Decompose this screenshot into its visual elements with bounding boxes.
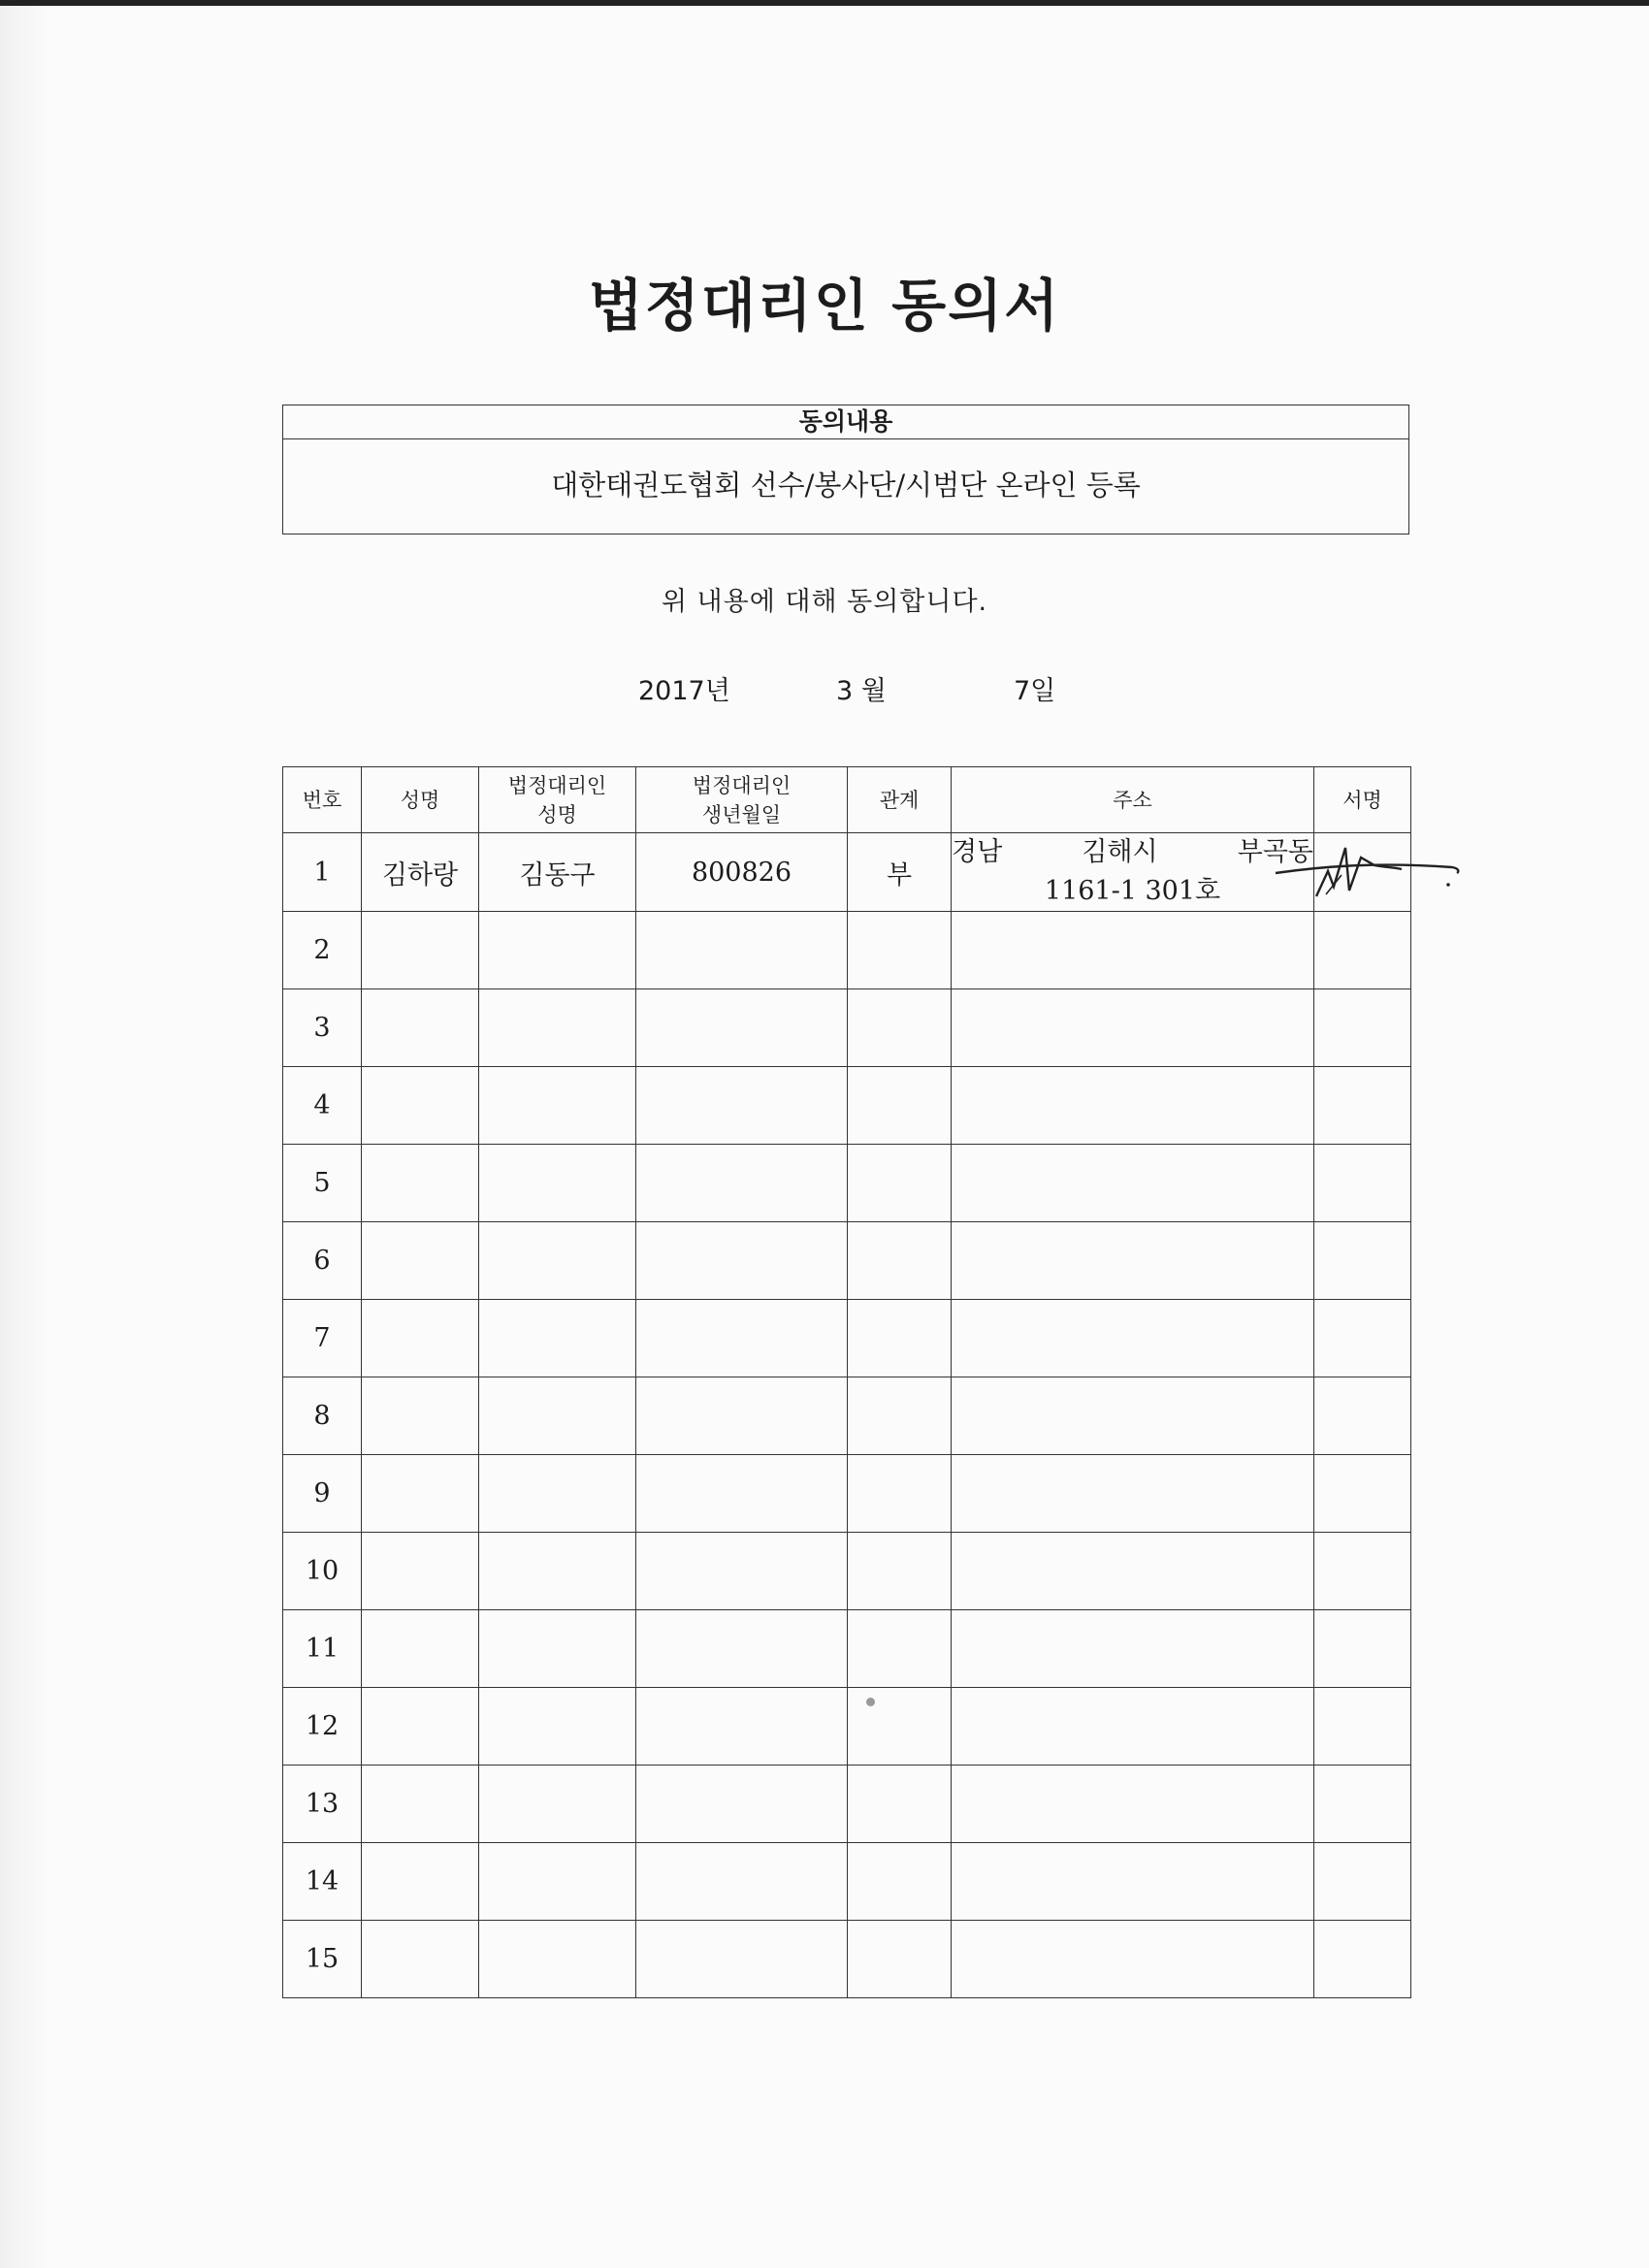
table-row <box>283 912 1411 989</box>
row-name <box>362 1222 479 1300</box>
row-name <box>362 1610 479 1688</box>
row-address <box>952 1455 1314 1533</box>
row-guardian-name <box>479 1145 636 1222</box>
row-guardian-name <box>479 1067 636 1145</box>
row-guardian-birth <box>636 989 848 1067</box>
row-address <box>952 1921 1314 1998</box>
row-number: 5 <box>283 1145 362 1222</box>
row-guardian-name <box>479 1843 636 1921</box>
row-number: 15 <box>283 1921 362 1998</box>
row-number: 2 <box>283 912 362 989</box>
row-relation <box>848 912 952 989</box>
table-row <box>283 1300 1411 1377</box>
header-guardian-name <box>479 767 636 833</box>
header-guardian-birth-line2: 생년월일 <box>701 802 782 826</box>
row-number: 8 <box>283 1377 362 1455</box>
table-row <box>283 1843 1411 1921</box>
scan-border <box>0 0 1649 6</box>
row-name <box>362 912 479 989</box>
row-signature <box>1314 1455 1411 1533</box>
row-number: 3 <box>283 989 362 1067</box>
row-relation <box>848 1145 952 1222</box>
row-relation <box>848 1222 952 1300</box>
header-address: 주소 <box>952 767 1314 833</box>
row-name <box>362 1377 479 1455</box>
row-guardian-name <box>479 912 636 989</box>
row-relation <box>848 1067 952 1145</box>
row-relation <box>848 989 952 1067</box>
header-guardian-birth <box>636 767 848 833</box>
table-row <box>283 1533 1411 1610</box>
row-guardian-birth <box>636 1610 848 1688</box>
row-guardian-birth <box>636 1921 848 1998</box>
row-relation <box>848 1688 952 1766</box>
row-name <box>362 1921 479 1998</box>
row-guardian-name <box>479 1377 636 1455</box>
row-guardian-birth <box>636 1533 848 1610</box>
table-row <box>283 1688 1411 1766</box>
table-row <box>283 1145 1411 1222</box>
address-line-1 <box>952 833 1313 872</box>
row-relation <box>848 1610 952 1688</box>
row-signature <box>1314 1610 1411 1688</box>
header-no: 번호 <box>283 767 362 833</box>
table-row <box>283 1455 1411 1533</box>
address-city: 김해시 <box>1082 837 1158 867</box>
row-guardian-birth <box>636 1067 848 1145</box>
row-signature <box>1314 989 1411 1067</box>
row-signature <box>1314 1067 1411 1145</box>
table-row <box>283 1067 1411 1145</box>
row-name <box>362 1843 479 1921</box>
row-number: 12 <box>283 1688 362 1766</box>
header-signature: 서명 <box>1314 767 1411 833</box>
table-row <box>283 989 1411 1067</box>
row-signature <box>1314 1145 1411 1222</box>
row-signature <box>1314 1377 1411 1455</box>
table-row <box>283 1222 1411 1300</box>
row-address <box>952 1533 1314 1610</box>
date-year: 2017년 <box>638 676 730 706</box>
row-relation <box>848 1377 952 1455</box>
row-number: 9 <box>283 1455 362 1533</box>
row-guardian-birth <box>636 1843 848 1921</box>
row-address <box>952 1688 1314 1766</box>
row-name <box>362 1300 479 1377</box>
consent-box <box>282 405 1409 535</box>
handwritten-signature <box>1268 828 1462 908</box>
agreement-statement: 위 내용에 대해 동의합니다. <box>661 587 988 617</box>
row-guardian-name <box>479 1455 636 1533</box>
row-guardian-name <box>479 1921 636 1998</box>
row-signature <box>1314 1843 1411 1921</box>
row-name <box>362 1067 479 1145</box>
row-address <box>952 1145 1314 1222</box>
row-relation <box>848 1533 952 1610</box>
row-address <box>952 912 1314 989</box>
row-name <box>362 1766 479 1843</box>
row-guardian-name: 김동구 <box>479 833 636 912</box>
row-number: 6 <box>283 1222 362 1300</box>
row-number: 10 <box>283 1533 362 1610</box>
row-address <box>952 1766 1314 1843</box>
row-name <box>362 989 479 1067</box>
row-number: 7 <box>283 1300 362 1377</box>
row-number: 11 <box>283 1610 362 1688</box>
row-guardian-name <box>479 1766 636 1843</box>
table-row <box>283 833 1411 912</box>
row-name <box>362 1533 479 1610</box>
row-relation <box>848 1455 952 1533</box>
row-address <box>952 1843 1314 1921</box>
row-guardian-birth <box>636 1300 848 1377</box>
address-line-2: 1161-1 301호 <box>1044 876 1221 906</box>
date-month: 3 월 <box>836 676 887 706</box>
row-guardian-name <box>479 989 636 1067</box>
date-day: 7일 <box>1014 676 1056 706</box>
header-guardian-birth-line1: 법정대리인 <box>692 773 792 797</box>
row-signature <box>1314 912 1411 989</box>
row-guardian-name <box>479 1533 636 1610</box>
row-guardian-name <box>479 1222 636 1300</box>
row-relation: 부 <box>848 833 952 912</box>
row-guardian-birth <box>636 912 848 989</box>
row-address <box>952 1222 1314 1300</box>
row-address <box>952 1610 1314 1688</box>
row-guardian-name <box>479 1610 636 1688</box>
header-guardian-name-line1: 법정대리인 <box>507 773 607 797</box>
row-name <box>362 1688 479 1766</box>
row-number: 1 <box>283 833 362 912</box>
scan-speck <box>866 1698 875 1706</box>
row-address <box>952 1300 1314 1377</box>
table-header-row <box>283 767 1411 833</box>
consent-content: 대한태권도협회 선수/봉사단/시범단 온라인 등록 <box>551 469 1141 502</box>
row-guardian-birth: 800826 <box>636 833 848 912</box>
guardian-table <box>282 766 1411 1998</box>
header-name: 성명 <box>362 767 479 833</box>
row-guardian-birth <box>636 1145 848 1222</box>
row-guardian-birth <box>636 1222 848 1300</box>
row-name <box>362 1455 479 1533</box>
address-district: 부곡동 <box>1237 837 1313 867</box>
row-address <box>952 989 1314 1067</box>
row-guardian-name <box>479 1688 636 1766</box>
row-relation <box>848 1766 952 1843</box>
row-number: 14 <box>283 1843 362 1921</box>
row-guardian-name <box>479 1300 636 1377</box>
table-row <box>283 1766 1411 1843</box>
table-row <box>283 1610 1411 1688</box>
row-name <box>362 1145 479 1222</box>
row-relation <box>848 1843 952 1921</box>
row-address <box>952 833 1314 912</box>
row-signature <box>1314 1300 1411 1377</box>
row-number: 13 <box>283 1766 362 1843</box>
row-signature <box>1314 1766 1411 1843</box>
row-number: 4 <box>283 1067 362 1145</box>
row-signature <box>1314 1921 1411 1998</box>
row-signature <box>1314 833 1411 912</box>
row-address <box>952 1377 1314 1455</box>
address-province: 경남 <box>952 837 1003 867</box>
row-signature <box>1314 1222 1411 1300</box>
row-guardian-birth <box>636 1688 848 1766</box>
row-signature <box>1314 1688 1411 1766</box>
row-guardian-birth <box>636 1377 848 1455</box>
table-row <box>283 1377 1411 1455</box>
header-guardian-name-line2: 성명 <box>537 802 577 826</box>
row-guardian-birth <box>636 1455 848 1533</box>
header-relation: 관계 <box>848 767 952 833</box>
row-relation <box>848 1300 952 1377</box>
document-title: 법정대리인 동의서 <box>588 273 1061 339</box>
row-signature <box>1314 1533 1411 1610</box>
row-name: 김하랑 <box>362 833 479 912</box>
consent-header: 동의내용 <box>283 405 1408 439</box>
table-row <box>283 1921 1411 1998</box>
row-relation <box>848 1921 952 1998</box>
row-guardian-birth <box>636 1766 848 1843</box>
row-address <box>952 1067 1314 1145</box>
